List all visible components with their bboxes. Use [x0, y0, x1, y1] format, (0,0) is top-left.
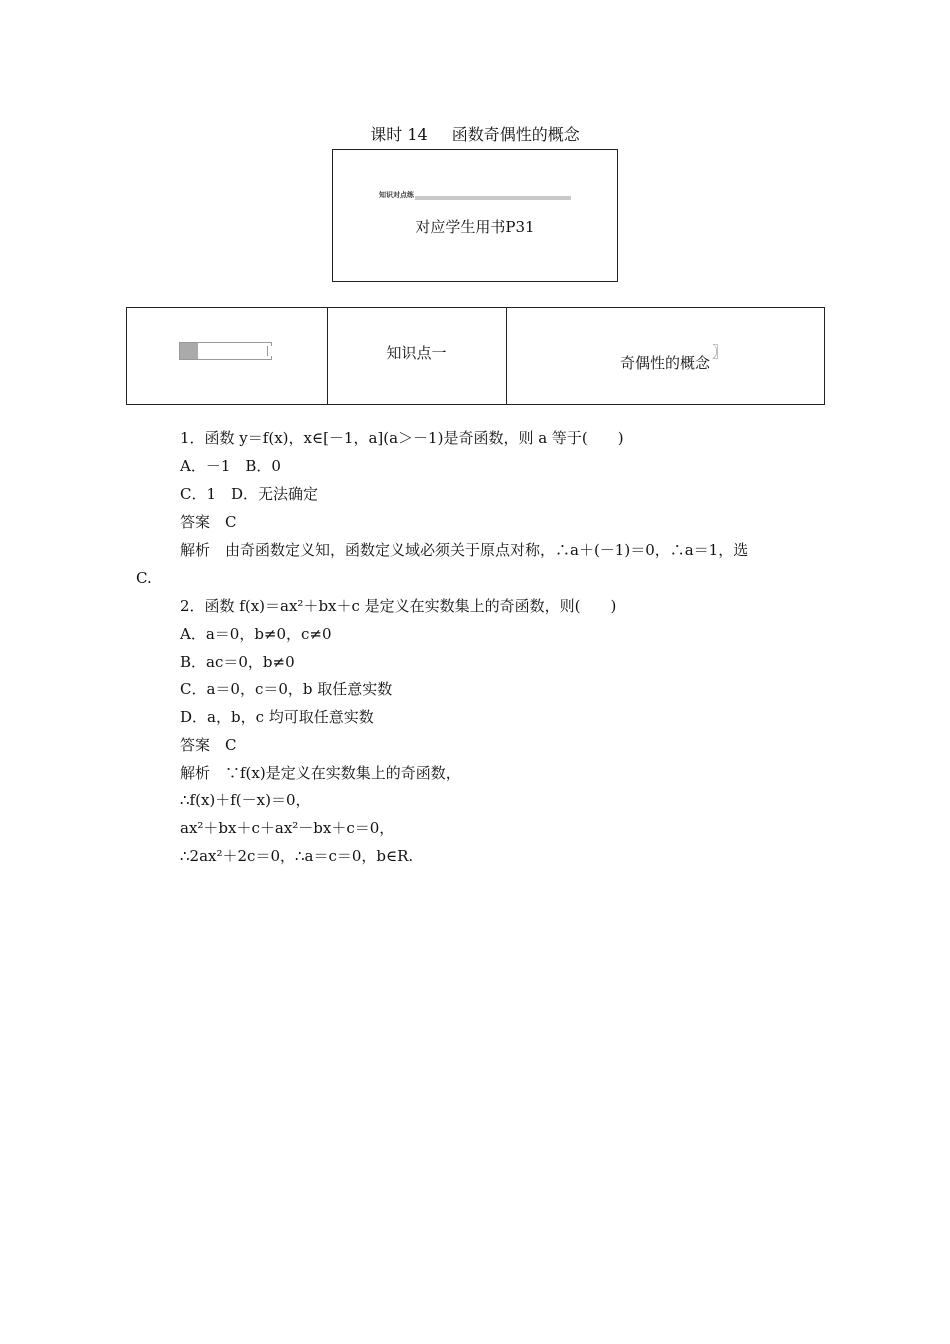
- question-2-option: D．a，b，c 均可取任意实数: [180, 708, 374, 726]
- knowledge-point-label: 知识点一: [386, 344, 447, 362]
- lesson-title: 函数奇偶性的概念: [451, 125, 580, 144]
- question-2-analysis: ∴2ax²＋2c＝0，∴a＝c＝0，b∈R.: [180, 847, 414, 865]
- book-reference: 对应学生用书P31: [415, 218, 535, 236]
- section-bar-icon: [179, 342, 272, 360]
- question-2-analysis: ∴f(x)＋f(－x)＝0，: [180, 791, 311, 809]
- question-2-answer: 答案 C: [180, 736, 237, 754]
- logo: 知识对点练: [379, 190, 414, 199]
- question-2-analysis: ax²＋bx＋c＋ax²－bx＋c＝0，: [180, 819, 395, 837]
- question-1-answer: 答案 C: [180, 513, 237, 531]
- question-2-option: C．a＝0，c＝0，b 取任意实数: [180, 680, 393, 698]
- concept-label: 奇偶性的概念: [619, 354, 710, 372]
- lesson-number: 课时 14: [370, 125, 428, 144]
- question-2-option: B．ac＝0，b≠0: [180, 653, 295, 671]
- question-2-analysis: 解析 ∵f(x)是定义在实数集上的奇函数，: [180, 764, 461, 782]
- page-title: [0, 122, 950, 145]
- reference-box: [332, 149, 618, 282]
- bracket-icon: 〗: [712, 343, 728, 361]
- divider: [415, 196, 571, 200]
- question-1-option: A．－1 B．0: [180, 457, 281, 475]
- question-1-analysis: C.: [136, 569, 152, 587]
- section-header-table: [126, 307, 825, 405]
- question-2-stem: 2．函数 f(x)＝ax²＋bx＋c 是定义在实数集上的奇函数，则( ): [180, 597, 617, 615]
- question-1-stem: 1．函数 y＝f(x)，x∈[－1，a](a＞－1)是奇函数，则 a 等于( ): [180, 429, 624, 447]
- question-1-option: C．1 D．无法确定: [180, 485, 319, 503]
- question-1-analysis: 解析 由奇函数定义知，函数定义域必须关于原点对称，∴a＋(－1)＝0，∴a＝1，选: [180, 541, 749, 559]
- question-2-option: A．a＝0，b≠0，c≠0: [180, 625, 332, 643]
